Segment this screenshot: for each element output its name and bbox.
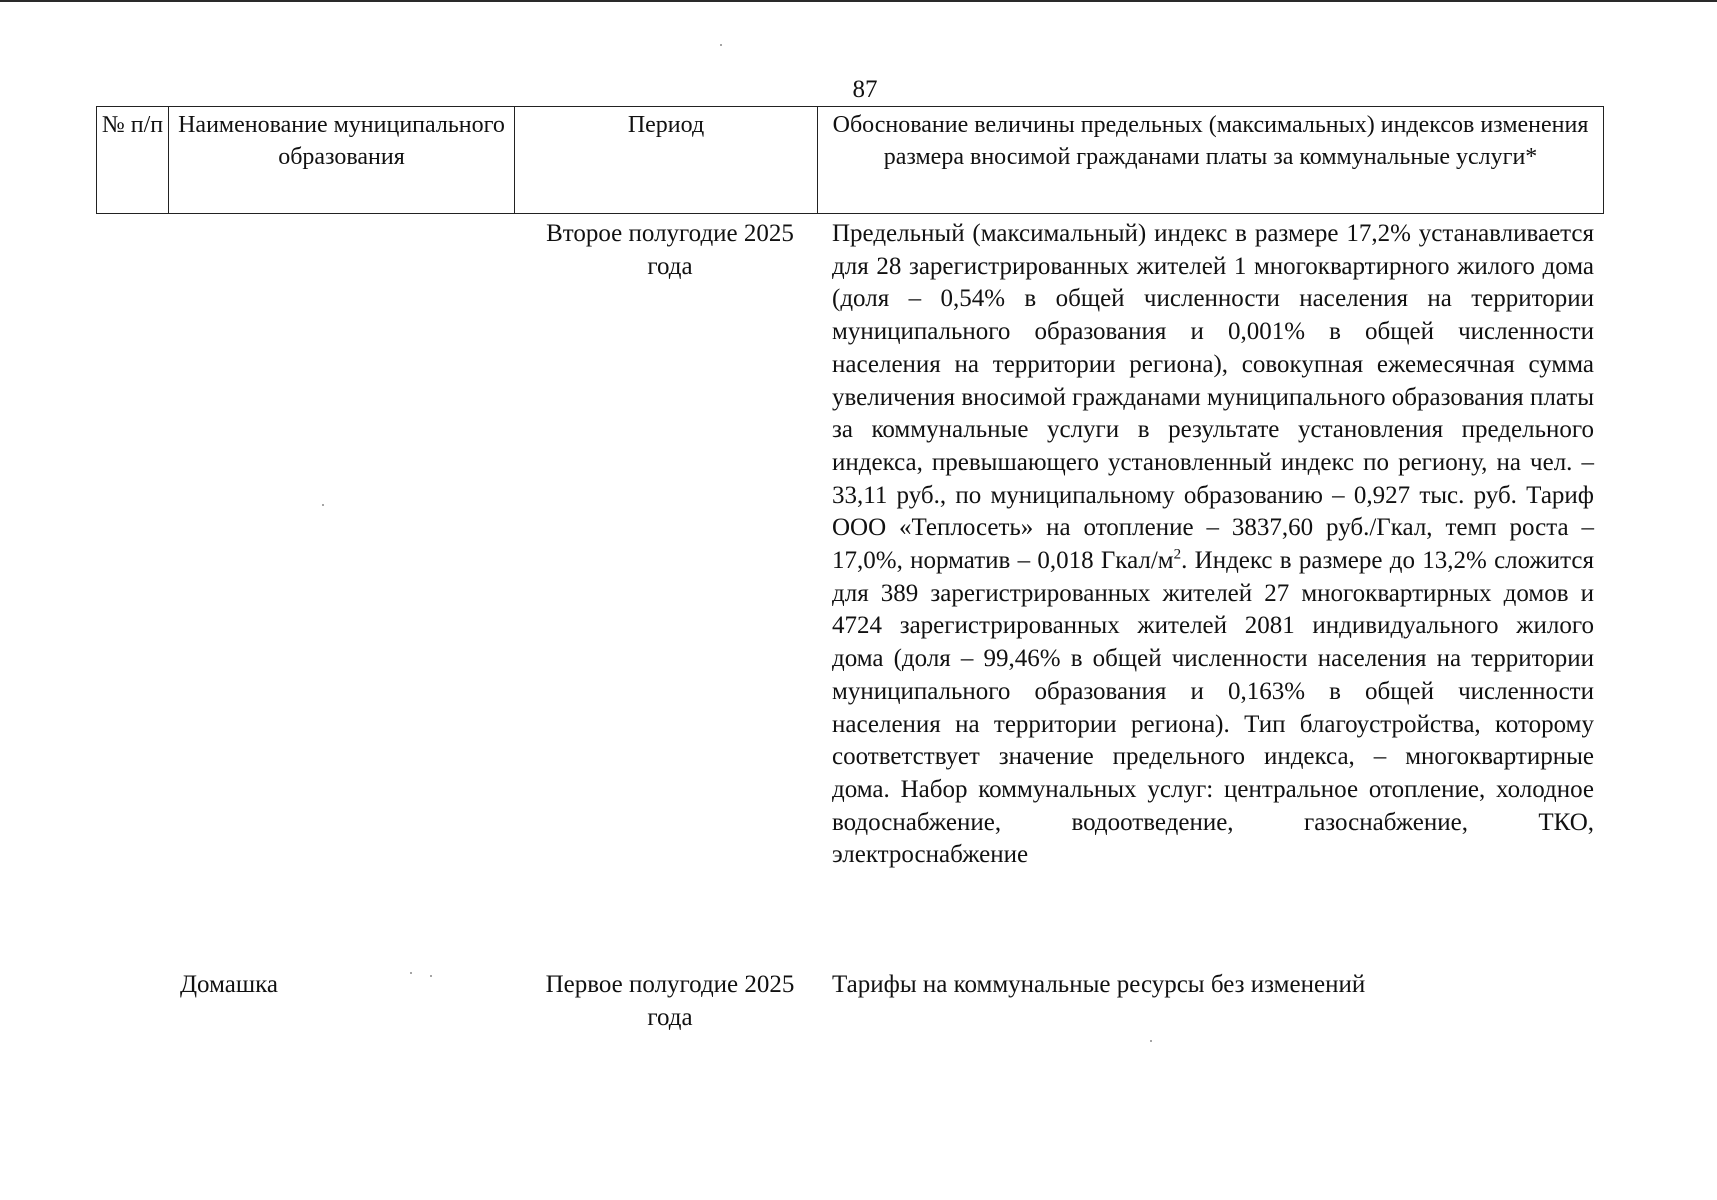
scan-speck [322, 504, 324, 506]
row-2-municipality: Домашка [180, 971, 278, 998]
header-municipality: Наименование муниципального образования [169, 107, 515, 214]
row-1-justification-superscript: 2 [1173, 546, 1182, 563]
header-period: Период [515, 107, 818, 214]
row-1-justification-part-1: Предельный (максимальный) индекс в размере 17,2% устанавливается для 28 зарегистрированных жителей 1 многоквартирного жилого дома (доля – 0,54% в общей численности населения на территории муниципального образования и 0,001% в общей численности населения на территории региона), совокупная ежемесячная сумма увеличения вносимой гражданами муниципального образования платы за коммунальные услуги в результате установления предельного индекса, превышающего установленный индекс по региону, на чел. – 33,11 руб., по муниципальному образованию – 0,927 тыс. руб. Тариф ООО «Теплосеть» на отопление – 3837,60 руб./Гкал, темп роста – 17,0%, норматив – 0,018 Гкал/м [832, 220, 1594, 575]
scan-speck [410, 972, 412, 974]
row-2-justification: Тарифы на коммунальные ресурсы без изменений [832, 971, 1366, 998]
scan-edge-line [0, 0, 1717, 2]
scan-speck [1150, 1040, 1152, 1042]
table-header-row [97, 107, 1604, 214]
row-2-period: Первое полугодие 2025 года [545, 971, 795, 1031]
scan-speck [430, 975, 432, 977]
row-1-period: Второе полугодие 2025 года [546, 220, 794, 280]
page-number: 87 [852, 76, 878, 103]
header-number: № п/п [97, 107, 169, 214]
row-1-justification [832, 218, 1594, 872]
header-justification: Обоснование величины предельных (максимальных) индексов изменения размера вносимой гражданами платы за коммунальные услуги* [818, 107, 1604, 214]
row-1-justification-part-2: . Индекс в размере до 13,2% сложится для 389 зарегистрированных жителей 27 многоквартирных домов и 4724 зарегистрированных жителей 2081 индивидуального жилого дома (доля – 99,46% в общей численности населения на территории муниципального образования и 0,163% в общей численности населения на территории региона). Тип благоустройства, которому соответствует значение предельного индекса, – многоквартирные дома. Набор коммунальных услуг: центральное отопление, холодное водоснабжение, водоотведение, газоснабжение, ТКО, электроснабжение [832, 547, 1594, 869]
table-header [96, 106, 1604, 214]
scan-speck [720, 44, 722, 46]
